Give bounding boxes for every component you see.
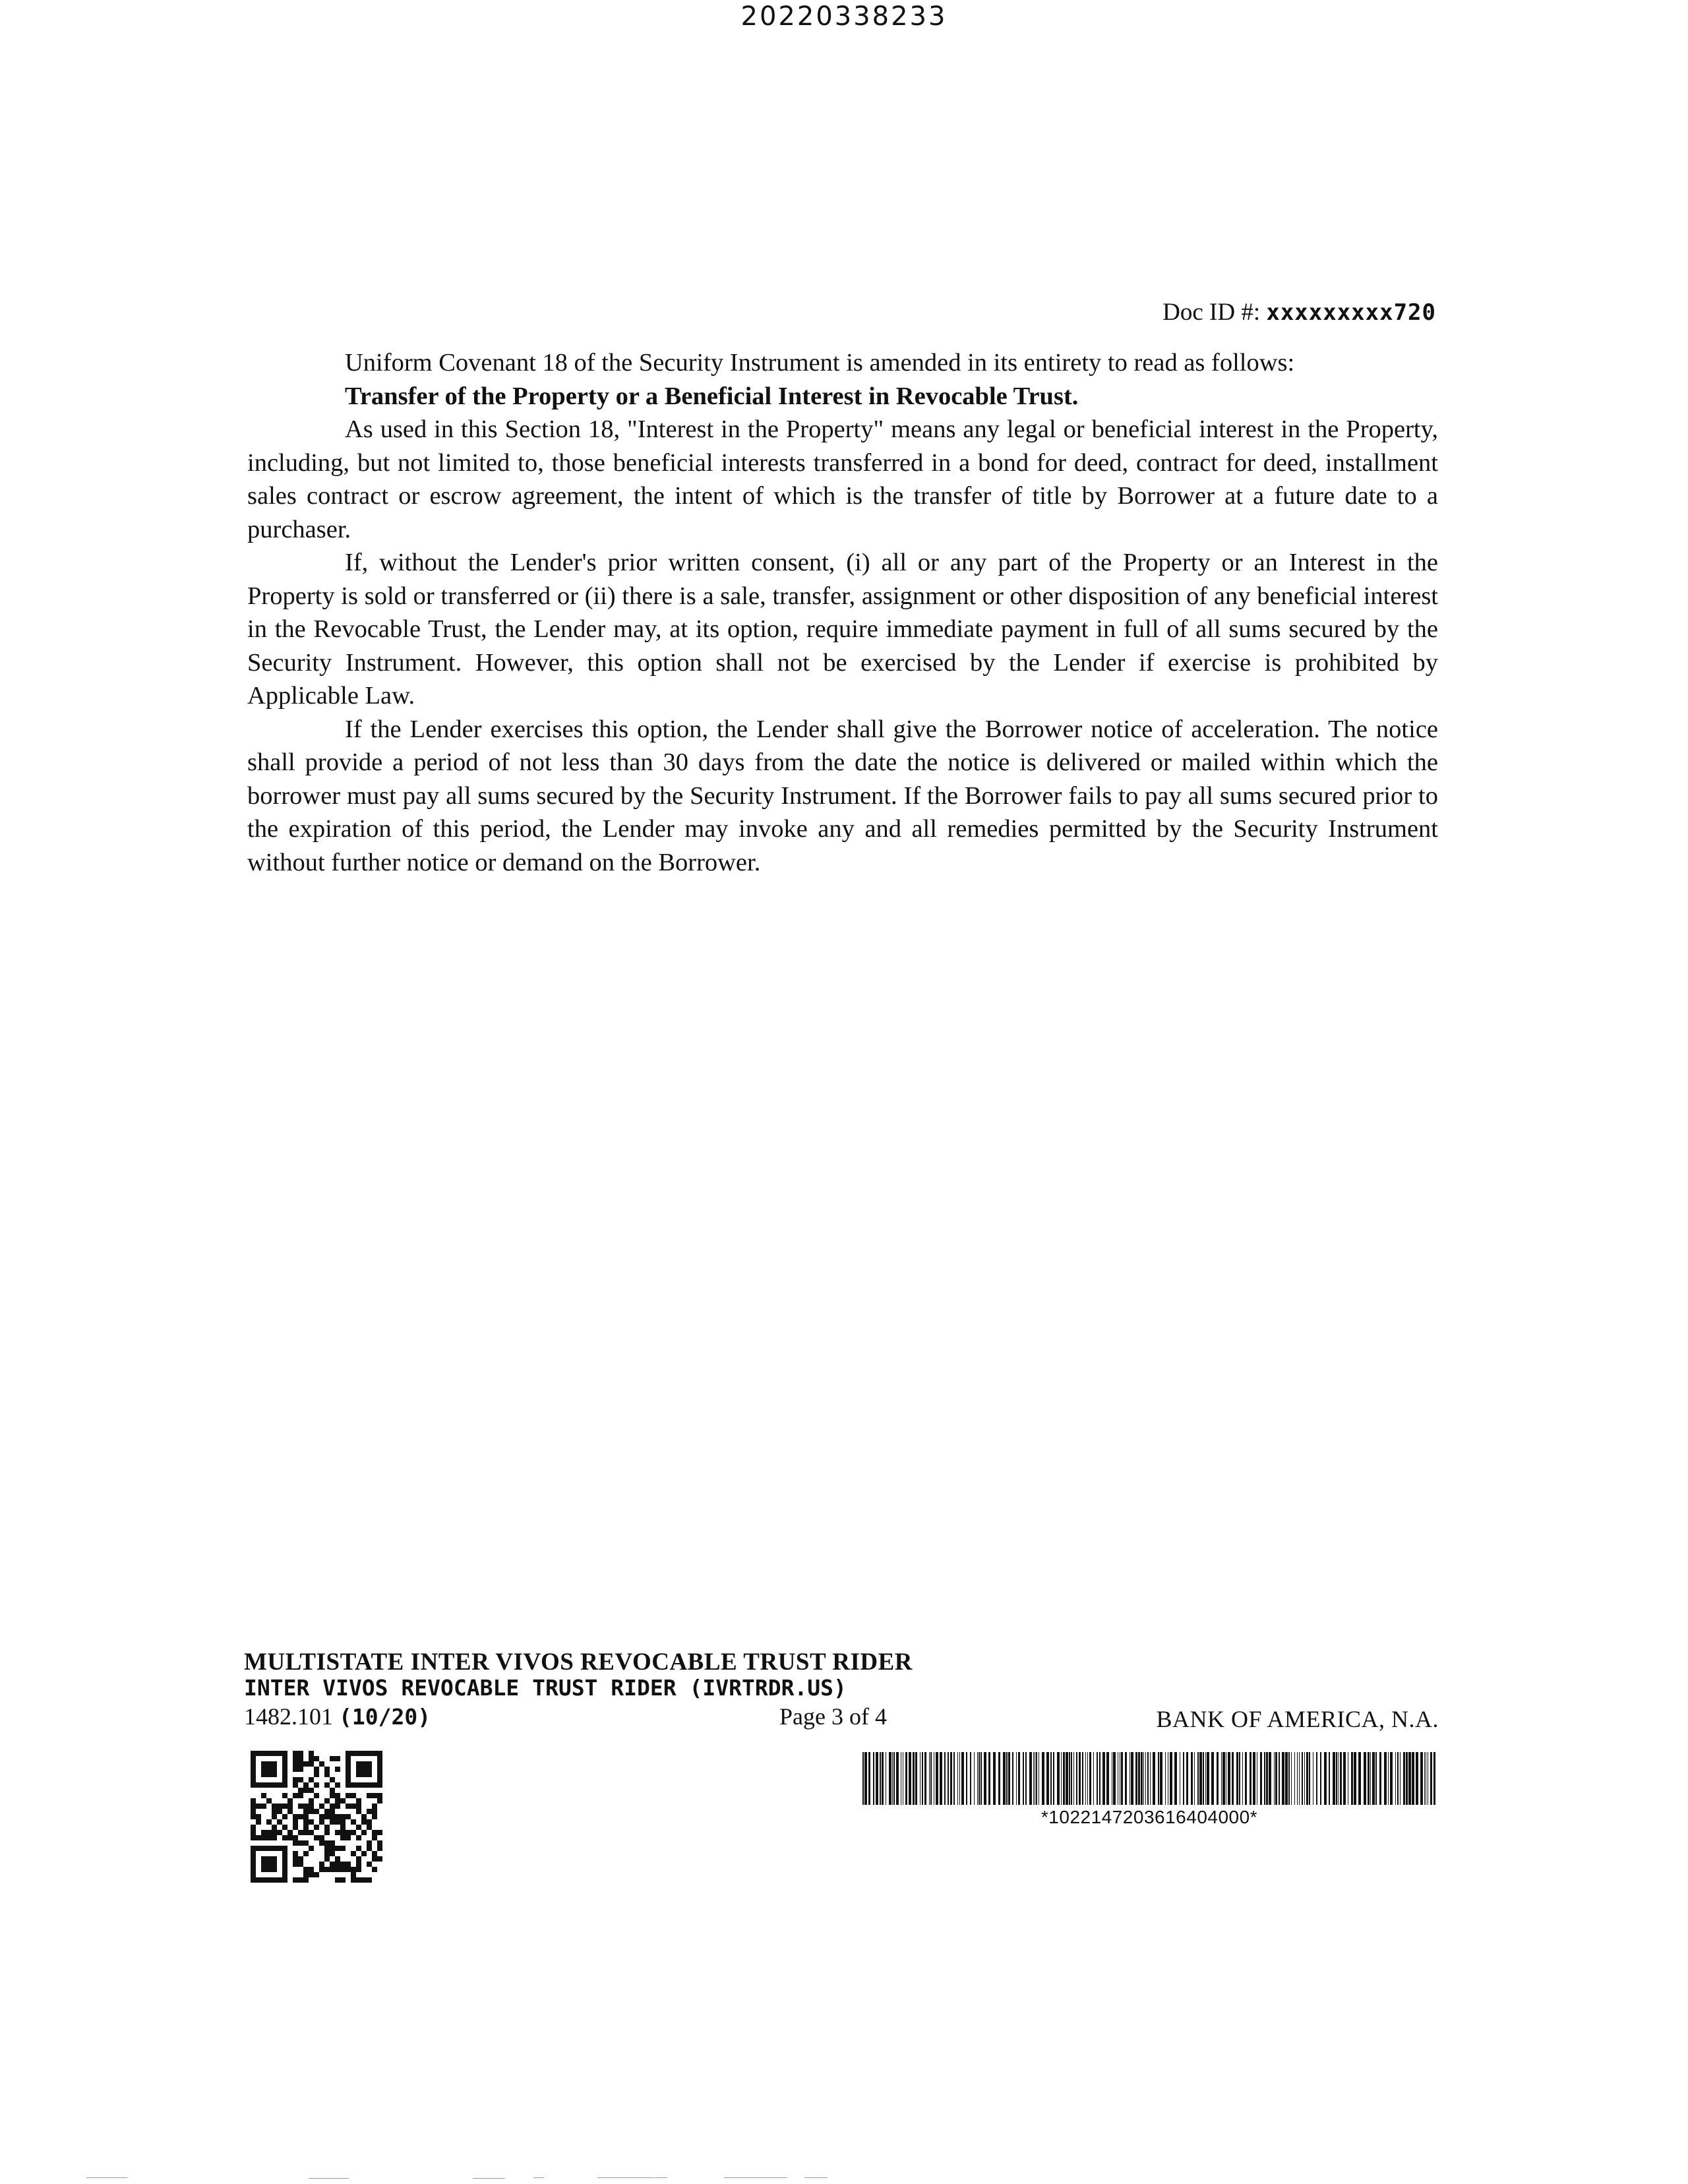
form-subtitle: INTER VIVOS REVOCABLE TRUST RIDER (IVRTRDR.US) [244, 1675, 847, 1701]
barcode-number: *1022147203616404000* [1040, 1807, 1258, 1827]
doc-id [1162, 298, 1436, 326]
doc-id-label: Doc ID #: [1162, 299, 1261, 326]
barcode-icon [862, 1752, 1436, 1805]
form-title: MULTISTATE INTER VIVOS REVOCABLE TRUST RIDER [244, 1649, 913, 1676]
form-version: (10/20) [339, 1704, 431, 1730]
qr-code-icon [251, 1751, 382, 1883]
scan-edge-artifact [0, 2176, 857, 2180]
footer-info-row [244, 1701, 1439, 1732]
recording-number: 20220338233 [740, 1, 948, 32]
acceleration-paragraph: If the Lender exercises this option, the Lender shall give the Borrower notice of acceleration. The notice shall provide a period of not less than 30 days from the date the notice is delivered or mailed within which the borrower must pay all sums secured by the Security Instrument. If the Borrower fails to pay all sums secured prior to the expiration of this period, the Lender may invoke any and all remedies permitted by the Security Instrument without further notice or demand on the Borrower. [247, 715, 1438, 876]
form-number [244, 1701, 431, 1733]
section-heading: Transfer of the Property or a Beneficial Interest in Revocable Trust. [345, 382, 1079, 410]
doc-id-value: xxxxxxxxx720 [1266, 299, 1436, 326]
form-footer [244, 1649, 1439, 1732]
lender-name: BANK OF AMERICA, N.A. [1156, 1706, 1439, 1732]
transfer-paragraph: If, without the Lender's prior written consent, (i) all or any part of the Property or an Interest in the Property is sold or transferred or (ii) there is a sale, transfer, assignment or other disposition of any beneficial interest in the Revocable Trust, the Lender may, at its option, require immediate payment in full of all sums secured by the Security Instrument. However, this option shall not be exercised by the Lender if exercise is prohibited by Applicable Law. [247, 549, 1438, 710]
page-indicator: Page 3 of 4 [779, 1703, 887, 1730]
definition-paragraph: As used in this Section 18, "Interest in the Property" means any legal or beneficial interest in the Property, including, but not limited to, those beneficial interests transferred in a bond for deed, contract for deed, installment sales contract or escrow agreement, the intent of which is the transfer of title by Borrower at a future date to a purchaser. [247, 415, 1438, 543]
intro-paragraph: Uniform Covenant 18 of the Security Instrument is amended in its entirety to read as follows: [345, 349, 1295, 377]
rider-body [247, 346, 1438, 879]
form-number-code: 1482.101 [244, 1703, 333, 1730]
